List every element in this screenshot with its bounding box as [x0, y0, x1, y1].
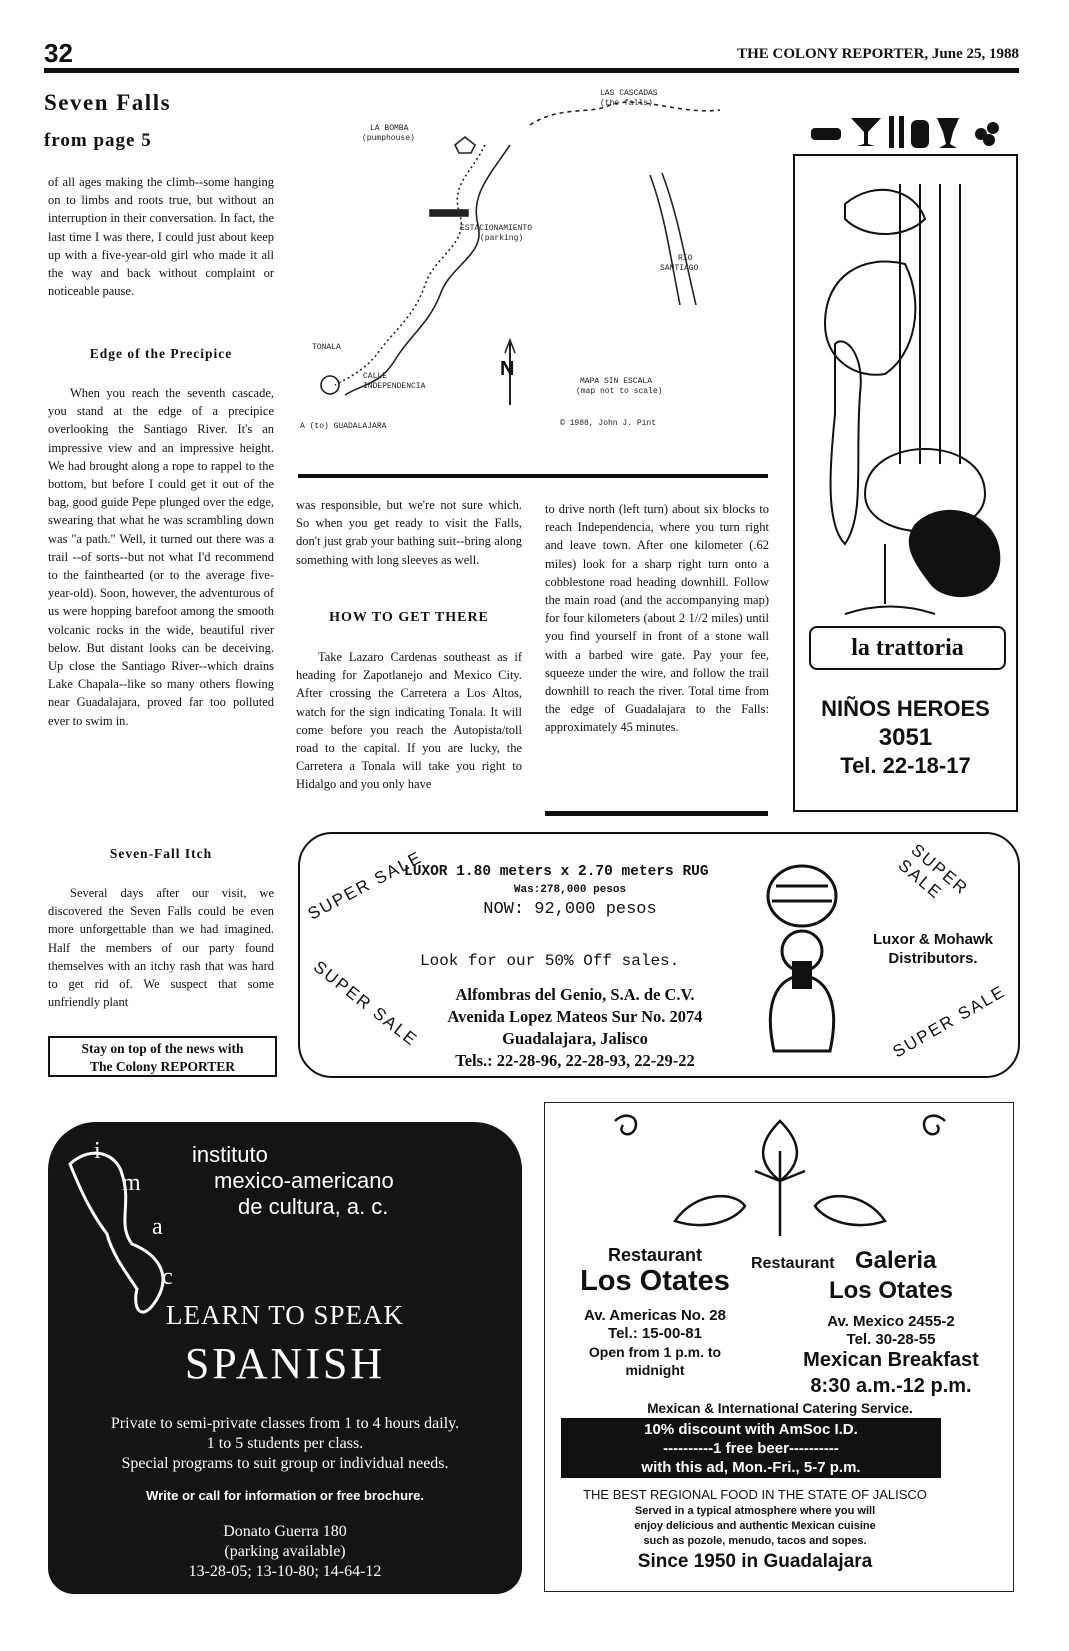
left-restaurant-label: Restaurant [607, 1245, 703, 1265]
knife-icon [899, 116, 904, 148]
spanish-heading: SPANISH [184, 1339, 386, 1388]
article-title: Seven Falls [44, 90, 172, 115]
article-col2-body: Take Lazaro Cardenas southeast as if heading for Zapotlanejo and Mexico City. After crossing the Carretera a Los Altos, watch for the sign indicating Tonala. It will come before you reach the Autopista/toll road to the capital. If you are lucky, the Carretera a Tonala will take you right to Hidalgo and you only have [296, 650, 522, 792]
section-body-itch: Several days after our visit, we discovered the Seven Falls could be even more unforgettable than we had imagined. Half the members of our party found themselves with an itchy rash that was hard to get rid of. We suspect that some unfriendly plant [48, 886, 274, 1010]
bird-left-icon [675, 1196, 745, 1225]
left-tel: Tel.: 15-00-81 [608, 1325, 702, 1342]
luxor-now-price: NOW: 92,000 pesos [483, 900, 657, 919]
lemon-slice-icon [825, 262, 915, 375]
map-label-pumphouse: (pumphouse) [362, 134, 415, 143]
luxor-company: Alfombras del Genio, S.A. de C.V. [455, 985, 695, 1004]
served-text: Served in a typical atmosphere where you will [634, 1505, 876, 1517]
column-rule [545, 811, 768, 816]
trattoria-number: 3051 [878, 724, 933, 751]
map-label-parking: (parking) [480, 234, 524, 243]
luxor-distributors-line1: Luxor & Mohawk [872, 931, 993, 948]
instituto-line2: mexico-americano [214, 1168, 394, 1193]
article-subtitle: from page 5 [44, 130, 152, 151]
parking-marker [430, 210, 468, 216]
trattoria-frame [793, 154, 1018, 812]
news-box [48, 1036, 277, 1077]
news-box-line1: Stay on top of the news with [81, 1041, 244, 1056]
logo-letter-i: i [94, 1138, 101, 1164]
instituto-parking: (parking available) [224, 1543, 346, 1560]
map-label-rio: RIO [678, 254, 693, 263]
genie-icon [762, 856, 842, 1056]
instituto-write: Write or call for information or free brochure. [146, 1488, 424, 1503]
mexican-breakfast: Mexican Breakfast [803, 1349, 979, 1371]
continent-outline [70, 1153, 163, 1312]
cocktail-icon [851, 118, 881, 146]
luxor-city: Guadalajara, Jalisco [502, 1029, 648, 1048]
logo-letter-c: c [162, 1264, 173, 1290]
map-label-mapa: MAPA SIN ESCALA [580, 377, 653, 386]
left-hours-1: Open from 1 p.m. to [588, 1344, 722, 1360]
luxor-tels: Tels.: 22-28-96, 22-28-93, 22-29-22 [455, 1051, 695, 1070]
map-copyright: © 1988, John J. Pint [560, 419, 657, 428]
learn-to-speak: LEARN TO SPEAK [165, 1300, 405, 1330]
left-hours-2: midnight [625, 1362, 685, 1378]
trattoria-street: NIÑOS HEROES [821, 696, 990, 721]
logo-letter-a: a [152, 1214, 163, 1240]
instituto-programs: Special programs to suit group or individual needs. [121, 1455, 449, 1472]
luxor-company-block [395, 984, 755, 1072]
luxor-was-price: Was:278,000 pesos [513, 884, 627, 896]
turban-icon [768, 866, 836, 926]
enjoy-text: enjoy delicious and authentic Mexican cuisine [634, 1520, 876, 1532]
right-tel: Tel. 30-28-55 [846, 1331, 936, 1348]
luxor-rug-size: LUXOR 1.80 meters x 2.70 meters RUG [404, 864, 709, 880]
instituto-contact [48, 1522, 522, 1582]
left-restaurant-info [545, 1307, 765, 1379]
luxor-distributors-line2: Distributors. [888, 950, 978, 967]
corner-flourish-tl [615, 1116, 636, 1135]
free-beer-text: ----------1 free beer---------- [663, 1440, 839, 1457]
otates-description [545, 1504, 965, 1549]
luxor-offer: Look for our 50% Off sales. [420, 952, 680, 970]
left-restaurant-name: Los Otates [580, 1265, 730, 1297]
since-1950: Since 1950 in Guadalajara [637, 1551, 873, 1572]
instituto-phones: 13-28-05; 13-10-80; 14-64-12 [188, 1563, 382, 1580]
section-heading-itch: Seven-Fall Itch [109, 846, 213, 861]
left-address: Av. Americas No. 28 [583, 1307, 726, 1324]
map-label-tonala: TONALA [312, 343, 341, 352]
falls-map-drawing [300, 85, 768, 465]
corner-flourish-tr [924, 1116, 945, 1135]
article-col2-top: was responsible, but we're not sure which. So when you get ready to visit the Falls, don't just grab your bathing suit--bring along something with long sleeves as well. [296, 498, 522, 567]
instituto-classes: Private to semi-private classes from 1 to 4 hours daily. [110, 1415, 460, 1432]
instituto-details [48, 1414, 522, 1474]
fish-icon [845, 190, 925, 234]
map-road-1 [345, 145, 510, 395]
bird-right-icon [815, 1196, 885, 1225]
right-restaurant-label: Restaurant [751, 1255, 835, 1272]
trattoria-logo: la trattoria [809, 626, 1006, 670]
right-restaurant-info [767, 1313, 1015, 1349]
map-river-1 [650, 175, 680, 305]
trattoria-illustration [805, 164, 1005, 634]
map-label-cascadas: LAS CASCADAS [600, 89, 658, 98]
with-ad-text: with this ad, Mon.-Fri., 5-7 p.m. [641, 1459, 861, 1476]
pear-icon [909, 510, 1001, 597]
instituto-students: 1 to 5 students per class. [206, 1435, 364, 1452]
right-restaurant-name: Los Otates [828, 1277, 954, 1304]
super-sale-bottom-left: SUPER SALE [309, 957, 422, 1051]
instituto-ad [48, 1122, 522, 1594]
tableware-icons [803, 106, 1013, 151]
map-label-santiago: SANTIAGO [660, 264, 699, 273]
breakfast-hours: 8:30 a.m.-12 p.m. [810, 1375, 972, 1397]
otates-header-art [605, 1111, 955, 1241]
bottle-icon [911, 120, 929, 148]
genie-beard [792, 961, 812, 989]
discount-banner [561, 1418, 941, 1478]
map-label-independencia: INDEPENDENCIA [363, 382, 426, 391]
article-intro: of all ages making the climb--some hanging on to limbs and roots true, but without an interruption in their conversation. In fact, the last time I was there, I could just about keep up with a five-year-old girl who made it all the way and back without complaint or noticeable pause. [48, 175, 274, 299]
los-otates-ad [544, 1102, 1014, 1592]
tonala-marker [321, 376, 339, 394]
super-sale-bottom-right: SUPER SALE [889, 981, 1009, 1062]
right-address: Av. Mexico 2455-2 [827, 1313, 955, 1330]
logo-letter-m: m [122, 1170, 141, 1196]
article-col3-body: to drive north (left turn) about six blocks to reach Independencia, where you turn right and leave town. After one kilometer (.62 miles) look for a sharp right turn onto a cobblestone road heading downhill. Follow the main road (and the accompanying map) for four kilometers (about 2 1//2 miles) until you find yourself in front of a stone wall with a barbed wire gate. Pay your fee, squeeze under the wire, and follow the trail downhill to reach the river. Total time from the edge of Guadalajara to the Falls: approximately 45 minutes. [545, 502, 769, 735]
instituto-address: Donato Guerra 180 [223, 1523, 347, 1540]
cup-icon [811, 128, 841, 140]
super-sale-top-right: SUPER SALE [894, 840, 973, 904]
map-label-bomba: LA BOMBA [370, 124, 409, 133]
map-label-falls: (the falls) [600, 99, 653, 108]
americas-map-icon [62, 1134, 212, 1324]
catering-service: Mexican & International Catering Service. [647, 1401, 913, 1416]
best-regional-food: THE BEST REGIONAL FOOD IN THE STATE OF JALISCO [583, 1487, 927, 1502]
such-as-text: such as pozole, menudo, tacos and sopes. [643, 1535, 867, 1547]
header-rule [44, 68, 1019, 73]
map-label-not-to-scale: (map not to scale) [576, 387, 663, 396]
fork-icon [889, 116, 894, 148]
map-label-calle: CALLE [363, 372, 388, 381]
luxor-address: Avenida Lopez Mateos Sur No. 2074 [447, 1007, 703, 1026]
map-label-guadalajara: A (to) GUADALAJARA [300, 422, 387, 431]
wine-glass-icon [937, 118, 959, 148]
trattoria-ad [793, 94, 1018, 814]
luxor-rug-ad [298, 832, 1020, 1078]
right-galeria: Galeria [855, 1247, 937, 1274]
luxor-distributors [848, 930, 1018, 968]
falls-map [300, 85, 768, 465]
section-heading-how-to: HOW TO GET THERE [329, 610, 489, 625]
section-body-precipice: When you reach the seventh cascade, you stand at the edge of a precipice overlooking the Santiago River. It's an impressive view and an impressive height. We had brought along a rope to rappel to the bottom, but before I could get it out of the bag, good guide Pepe plunged over the edge, swearing that what he was scrambling down was "a path." Well, it turned out there was a trail --of sorts--but not what I'd recommend to the fainthearted (or to the average five-year-old). Soon, however, the adventurous of us were hopping barefoot among the smooth volcanic rocks in the wide, beautiful river below. But distant looks can be deceiving. Up close the Santiago River--which drains Lake Chapala--like so many others flowing near Guadalajara, proved far too polluted ever to swim in. [48, 386, 274, 728]
trattoria-tel: Tel. 22-18-17 [840, 753, 971, 778]
instituto-line3: de cultura, a. c. [238, 1194, 389, 1219]
fork-tines-icon [900, 184, 960, 464]
section-heading-precipice: Edge of the Precipice [89, 346, 233, 361]
discount-text: 10% discount with AmSoc I.D. [644, 1421, 858, 1438]
news-box-line2: The Colony REPORTER [89, 1059, 236, 1074]
map-rule [298, 474, 768, 478]
instituto-line1: instituto [192, 1142, 268, 1167]
page-number: 32 [44, 38, 73, 68]
map-label-estacionamiento: ESTACIONAMIENTO [460, 224, 533, 233]
pumphouse-marker [455, 137, 475, 153]
masthead: THE COLONY REPORTER, June 25, 1988 [737, 46, 1019, 62]
super-sale-top-left: SUPER SALE [304, 847, 426, 924]
map-north-label: N [500, 358, 515, 380]
map-road-2 [335, 145, 485, 385]
